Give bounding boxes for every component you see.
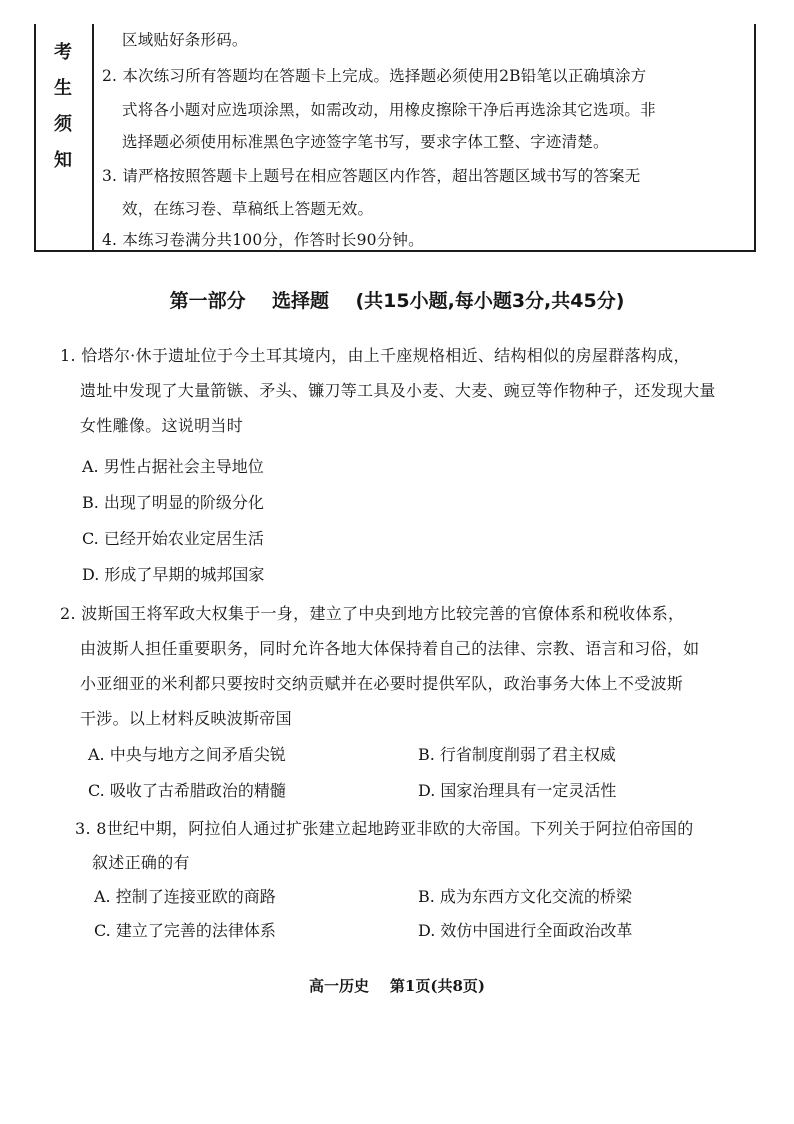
question-stem-line: 1. 恰塔尔·休于遗址位于今土耳其境内，由上千座规格相近、结构相似的房屋群落构成， xyxy=(60,346,690,365)
side-label-char: 须 xyxy=(54,114,72,135)
option-b: B. 行省制度削弱了君主权威 xyxy=(418,745,616,764)
notice-line: 式将各小题对应选项涂黑，如需改动，用橡皮擦除干净后再选涂其它选项。非 xyxy=(122,101,656,119)
side-label-char: 生 xyxy=(54,78,72,99)
question-stem-line: 3. 8世纪中期，阿拉伯人通过扩张建立起地跨亚非欧的大帝国。下列关于阿拉伯帝国的 xyxy=(75,819,694,838)
section-heading: 第一部分 选择题 (共15小题,每小题3分,共45分) xyxy=(169,290,625,312)
option-c: C. 已经开始农业定居生活 xyxy=(82,529,264,548)
option-d: D. 形成了早期的城邦国家 xyxy=(82,565,265,584)
notice-line: 2. 本次练习所有答题均在答题卡上完成。选择题必须使用2B铅笔以正确填涂方 xyxy=(102,67,647,85)
question-stem-line: 叙述正确的有 xyxy=(92,853,190,872)
option-d: D. 国家治理具有一定灵活性 xyxy=(418,781,617,800)
notice-line: 区域贴好条形码。 xyxy=(122,31,248,49)
exam-notice-box xyxy=(34,24,756,252)
option-c: C. 建立了完善的法律体系 xyxy=(94,921,276,940)
notice-side-label xyxy=(36,24,94,250)
question-stem-line: 2. 波斯国王将军政大权集于一身，建立了中央到地方比较完善的官僚体系和税收体系， xyxy=(60,604,685,623)
side-label-char: 知 xyxy=(54,150,72,171)
question-stem-line: 小亚细亚的米利都只要按时交纳贡赋并在必要时提供军队，政治事务大体上不受波斯 xyxy=(80,674,684,693)
side-label-char: 考 xyxy=(54,42,72,63)
question-stem-line: 遗址中发现了大量箭镞、矛头、镰刀等工具及小麦、大麦、豌豆等作物种子，还发现大量 xyxy=(80,381,716,400)
option-a: A. 中央与地方之间矛盾尖锐 xyxy=(88,745,286,764)
notice-line: 选择题必须使用标准黑色字迹签字笔书写，要求字体工整、字迹清楚。 xyxy=(122,133,609,151)
option-a: A. 控制了连接亚欧的商路 xyxy=(94,887,276,906)
option-d: D. 效仿中国进行全面政治改革 xyxy=(418,921,633,940)
question-stem-line: 由波斯人担任重要职务，同时允许各地大体保持着自己的法律、宗教、语言和习俗，如 xyxy=(80,639,700,658)
option-b: B. 出现了明显的阶级分化 xyxy=(82,493,264,512)
option-a: A. 男性占据社会主导地位 xyxy=(82,457,264,476)
notice-line: 4. 本练习卷满分共100分，作答时长90分钟。 xyxy=(102,231,424,249)
question-stem-line: 干涉。以上材料反映波斯帝国 xyxy=(80,709,292,728)
option-c: C. 吸收了古希腊政治的精髓 xyxy=(88,781,286,800)
notice-line: 效，在练习卷、草稿纸上答题无效。 xyxy=(122,200,374,218)
question-stem-line: 女性雕像。这说明当时 xyxy=(80,416,244,435)
notice-line: 3. 请严格按照答题卡上题号在相应答题区内作答，超出答题区域书写的答案无 xyxy=(102,167,641,185)
page-footer: 高一历史 第1页(共8页) xyxy=(309,977,485,995)
option-b: B. 成为东西方文化交流的桥梁 xyxy=(418,887,632,906)
